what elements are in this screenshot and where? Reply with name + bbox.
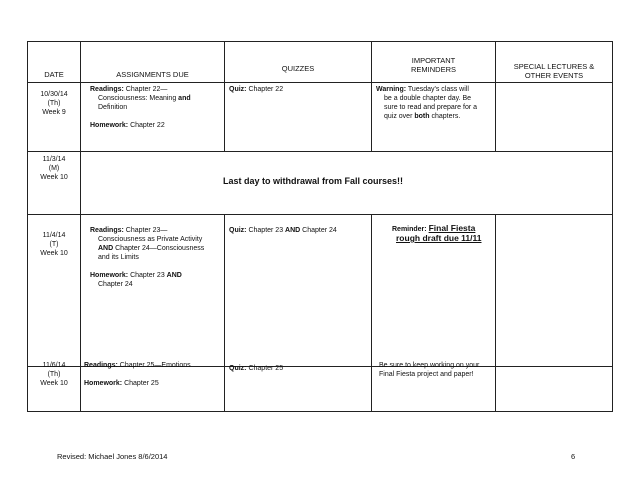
date-line: (Th) <box>47 100 61 107</box>
reminder-text: Final Fiesta <box>428 223 476 233</box>
row3-quiz <box>229 226 369 235</box>
reminder-text: Final Fiesta project and paper! <box>379 371 474 378</box>
date-line: 11/6/14 <box>42 362 66 369</box>
row1-date <box>28 90 80 117</box>
quiz-label: Quiz: <box>229 227 247 234</box>
header-special <box>496 62 612 80</box>
page-number: 6 <box>571 452 576 461</box>
quiz-text: Chapter 25 <box>248 365 284 372</box>
header-reminders <box>372 56 495 74</box>
readings-text: Chapter 24—Consciousness <box>115 245 205 252</box>
readings-label: Readings: <box>90 227 124 234</box>
quiz-label: Quiz: <box>229 86 247 93</box>
warning-text: Tuesday's class will <box>407 86 469 93</box>
row3-reminder <box>392 224 495 244</box>
row4-assignments <box>84 361 222 388</box>
col-divider <box>80 42 81 411</box>
reminder-text: rough draft due 11/11 <box>396 233 482 243</box>
header-assignments: ASSIGNMENTS DUE <box>116 70 189 79</box>
readings-text: Chapter 22— <box>125 86 168 93</box>
col-divider <box>371 214 372 411</box>
reminder-text: Be sure to keep working on your <box>379 362 480 369</box>
readings-text: and its Limits <box>98 254 139 261</box>
quiz-text: Chapter 23 <box>248 227 284 234</box>
row1-quiz <box>229 85 369 94</box>
date-line: Week 10 <box>40 380 68 387</box>
header-special-line1: SPECIAL LECTURES & <box>513 62 595 71</box>
warning-both: both <box>414 113 430 120</box>
date-line: Week 10 <box>40 174 68 181</box>
withdrawal-notice: Last day to withdrawal from Fall courses!! <box>223 176 404 186</box>
row-divider <box>28 151 612 152</box>
readings-and: AND <box>98 245 114 252</box>
homework-label: Homework: <box>90 272 129 279</box>
quiz-text: Chapter 22 <box>248 86 284 93</box>
date-line: 11/4/14 <box>42 232 66 239</box>
readings-text: Consciousness: Meaning <box>98 95 177 102</box>
schedule-table <box>27 41 613 412</box>
quiz-text: Chapter 24 <box>302 227 337 234</box>
readings-label: Readings: <box>90 86 124 93</box>
date-line: (T) <box>49 241 59 248</box>
readings-text: Consciousness as Private Activity <box>98 236 203 243</box>
header-special-line2: OTHER EVENTS <box>524 71 584 80</box>
date-line: (M) <box>48 165 60 172</box>
readings-text: Chapter 23— <box>125 227 168 234</box>
reminder-label: Reminder: <box>392 226 427 233</box>
warning-text: quiz over <box>384 113 413 120</box>
date-line: Week 9 <box>42 109 66 116</box>
row1-assignments <box>90 85 220 130</box>
row2-date <box>28 155 80 182</box>
row3-date <box>28 231 80 258</box>
date-line: Week 10 <box>40 250 68 257</box>
row4-quiz <box>229 364 369 373</box>
col-divider <box>495 214 496 411</box>
homework-text: Chapter 22 <box>130 122 165 129</box>
col-divider <box>495 42 496 151</box>
warning-label: Warning: <box>376 86 407 93</box>
readings-and: and <box>178 95 191 102</box>
homework-label: Homework: <box>84 380 123 387</box>
quiz-and: AND <box>285 227 301 234</box>
row1-reminder <box>376 85 494 121</box>
homework-text: Chapter 23 <box>130 272 165 279</box>
homework-text: Chapter 24 <box>98 281 133 288</box>
header-quizzes: QUIZZES <box>281 64 315 73</box>
warning-text: chapters. <box>431 113 461 120</box>
warning-text: be a double chapter day. Be <box>384 95 472 102</box>
warning-text: sure to read and prepare for a <box>384 104 478 111</box>
row4-reminder <box>379 361 495 379</box>
header-reminders-line1: IMPORTANT <box>411 56 456 65</box>
date-line: 11/3/14 <box>42 156 66 163</box>
header-reminders-line2: REMINDERS <box>410 65 456 74</box>
col-divider <box>224 42 225 151</box>
homework-label: Homework: <box>90 122 129 129</box>
footer-revised: Revised: Michael Jones 8/6/2014 <box>57 452 168 461</box>
quiz-label: Quiz: <box>229 365 247 372</box>
homework-text: Chapter 25 <box>124 380 159 387</box>
row4-date <box>28 361 80 388</box>
row-divider <box>28 214 612 215</box>
col-divider <box>224 214 225 411</box>
row-divider <box>28 82 612 83</box>
date-line: (Th) <box>47 371 61 378</box>
row3-assignments <box>90 226 222 289</box>
readings-text: Definition <box>98 104 128 111</box>
homework-and: AND <box>166 272 182 279</box>
date-line: 10/30/14 <box>40 91 68 98</box>
header-date: DATE <box>44 70 64 79</box>
readings-text: Chapter 25—Emotions <box>119 362 191 369</box>
readings-label: Readings: <box>84 362 118 369</box>
